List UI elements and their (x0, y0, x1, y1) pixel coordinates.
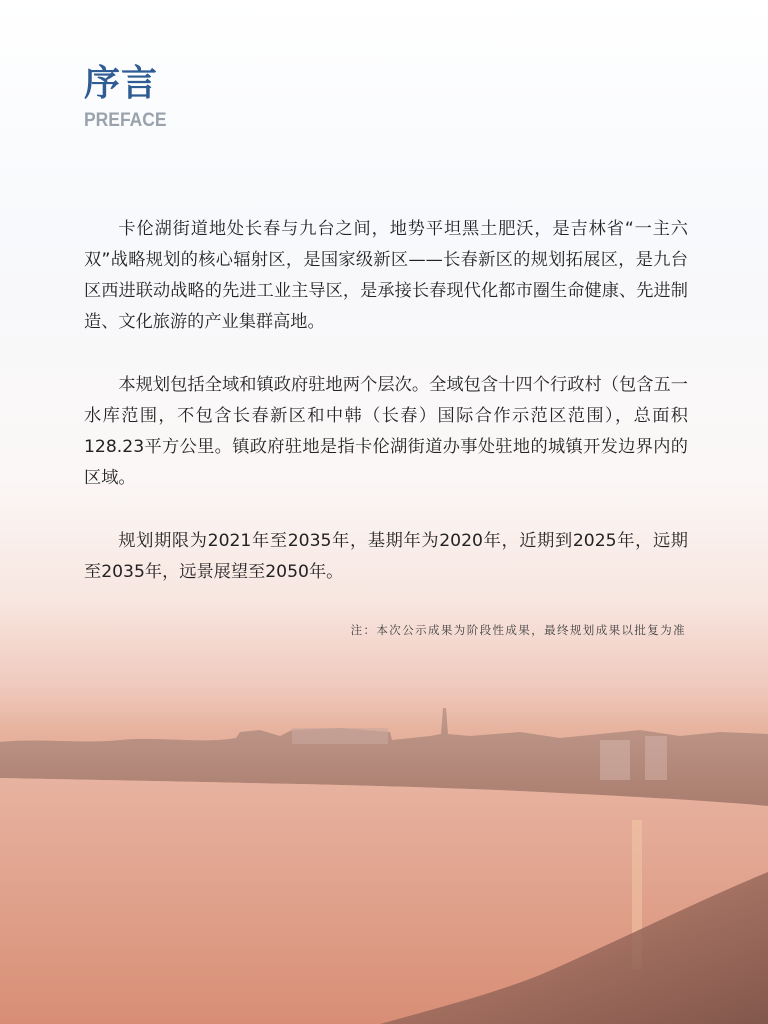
title-block (84, 62, 174, 132)
paragraph-scope: 本规划包括全域和镇政府驻地两个层次。全域包含十四个行政村（包含五一水库范围，不包含长春新区和中韩（长春）国际合作示范区范围），总面积128.23平方公里。镇政府驻地是指卡伦湖街道办事处驻地的城镇开发边界内的区域。 (84, 375, 688, 488)
paragraph-period: 规划期限为2021年至2035年，基期年为2020年，近期到2025年，远期至2035年，远景展望至2050年。 (84, 531, 688, 582)
preface-body (84, 214, 688, 620)
page-subtitle: PREFACE (84, 110, 167, 131)
page-title: 序言 (84, 63, 159, 104)
footnote: 注：本次公示成果为阶段性成果，最终规划成果以批复为准 (350, 623, 686, 637)
paragraph-location: 卡伦湖街道地处长春与九台之间，地势平坦黑土肥沃，是吉林省“一主六双”战略规划的核心辐射区，是国家级新区——长春新区的规划拓展区，是九台区西进联动战略的先进工业主导区，是承接长春现代化都市圈生命健康、先进制造、文化旅游的产业集群高地。 (84, 219, 688, 332)
